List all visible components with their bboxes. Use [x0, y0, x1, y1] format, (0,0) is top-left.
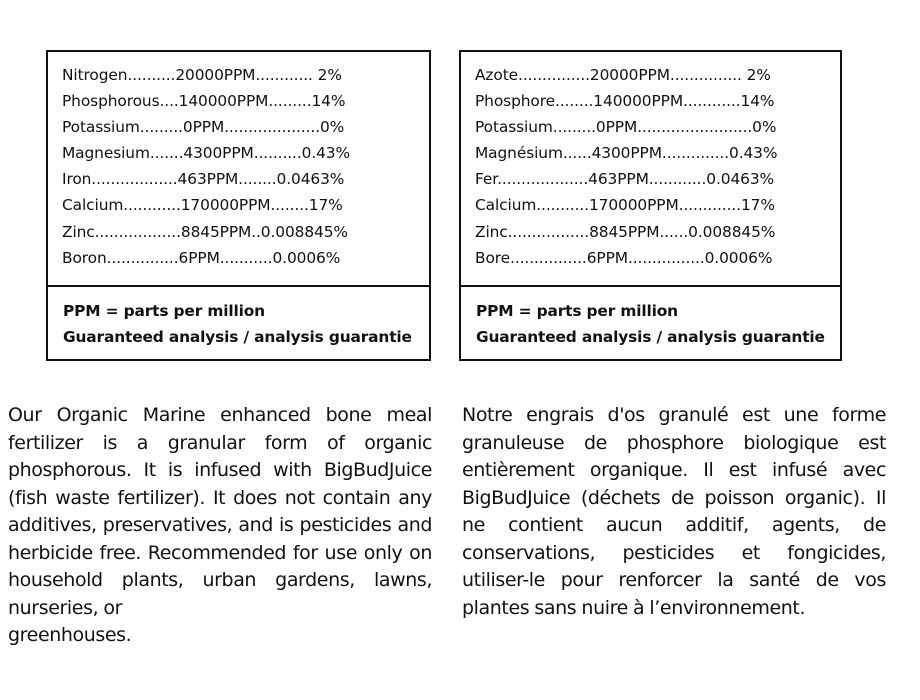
- nutrient-boron: Boron...............6PPM...........0.0006%: [62, 248, 341, 267]
- ppm-definition: PPM = parts per million: [476, 302, 678, 320]
- nutrient-phosphorous: Phosphorous....140000PPM.........14%: [62, 92, 346, 111]
- nutrient-fer: Fer...................463PPM............0.0463%: [475, 170, 775, 189]
- analysis-notes: [48, 287, 429, 359]
- analysis-notes: [461, 287, 840, 359]
- ppm-definition: PPM = parts per million: [63, 302, 265, 320]
- nutrient-calcium: Calcium............170000PPM........17%: [62, 196, 343, 215]
- nutrient-nitrogen: Nitrogen..........20000PPM............ 2%: [62, 66, 342, 84]
- guaranteed-analysis-label: Guaranteed analysis / analysis guarantie: [476, 328, 825, 346]
- nutrient-bore: Bore................6PPM................0.0006%: [475, 248, 773, 267]
- nutrient-azote: Azote...............20000PPM............... 2%: [475, 66, 771, 84]
- nutrient-potassium: Potassium.........0PPM....................0%: [62, 118, 345, 137]
- product-description-french: [462, 402, 886, 622]
- description-text: Notre engrais d'os granulé est une forme granuleuse de phosphore biologique est entièrement organique. Il est infusé avec BigBudJuice (déchets de poisson organic). Il ne contient aucun additif, agents, de conservations, pesticides et fongicides, utiliser-le pour renforcer la santé de vos plantes sans nuire à l’environnement.: [462, 404, 886, 619]
- nutrient-calcium: Calcium...........170000PPM.............17%: [475, 196, 775, 215]
- nutrient-magnesium: Magnesium.......4300PPM..........0.43%: [62, 144, 351, 163]
- analysis-panel-french: [459, 50, 842, 361]
- nutrient-zinc: Zinc.................8845PPM......0.008845%: [475, 222, 776, 241]
- product-description-english: [8, 402, 432, 650]
- nutrient-list: [48, 52, 429, 287]
- nutrient-phosphore: Phosphore........140000PPM............14%: [475, 92, 775, 111]
- nutrient-potassium: Potassium.........0PPM........................0%: [475, 118, 777, 137]
- description-text-end: greenhouses.: [8, 624, 132, 646]
- analysis-panel-english: [46, 50, 431, 361]
- nutrient-iron: Iron..................463PPM........0.0463%: [62, 170, 345, 189]
- nutrient-magnesium: Magnésium......4300PPM..............0.43%: [475, 144, 778, 163]
- guaranteed-analysis-label: Guaranteed analysis / analysis guarantie: [63, 328, 412, 346]
- nutrient-list: [461, 52, 840, 287]
- nutrient-zinc: Zinc..................8845PPM..0.008845%: [62, 222, 348, 241]
- description-text: Our Organic Marine enhanced bone meal fertilizer is a granular form of organic phosphorous. It is infused with BigBudJuice (fish waste fertilizer). It does not contain any additives, preservatives, and is pesticides and herbicide free. Recommended for use only on household plants, urban gardens, lawns, nurseries, or: [8, 404, 432, 619]
